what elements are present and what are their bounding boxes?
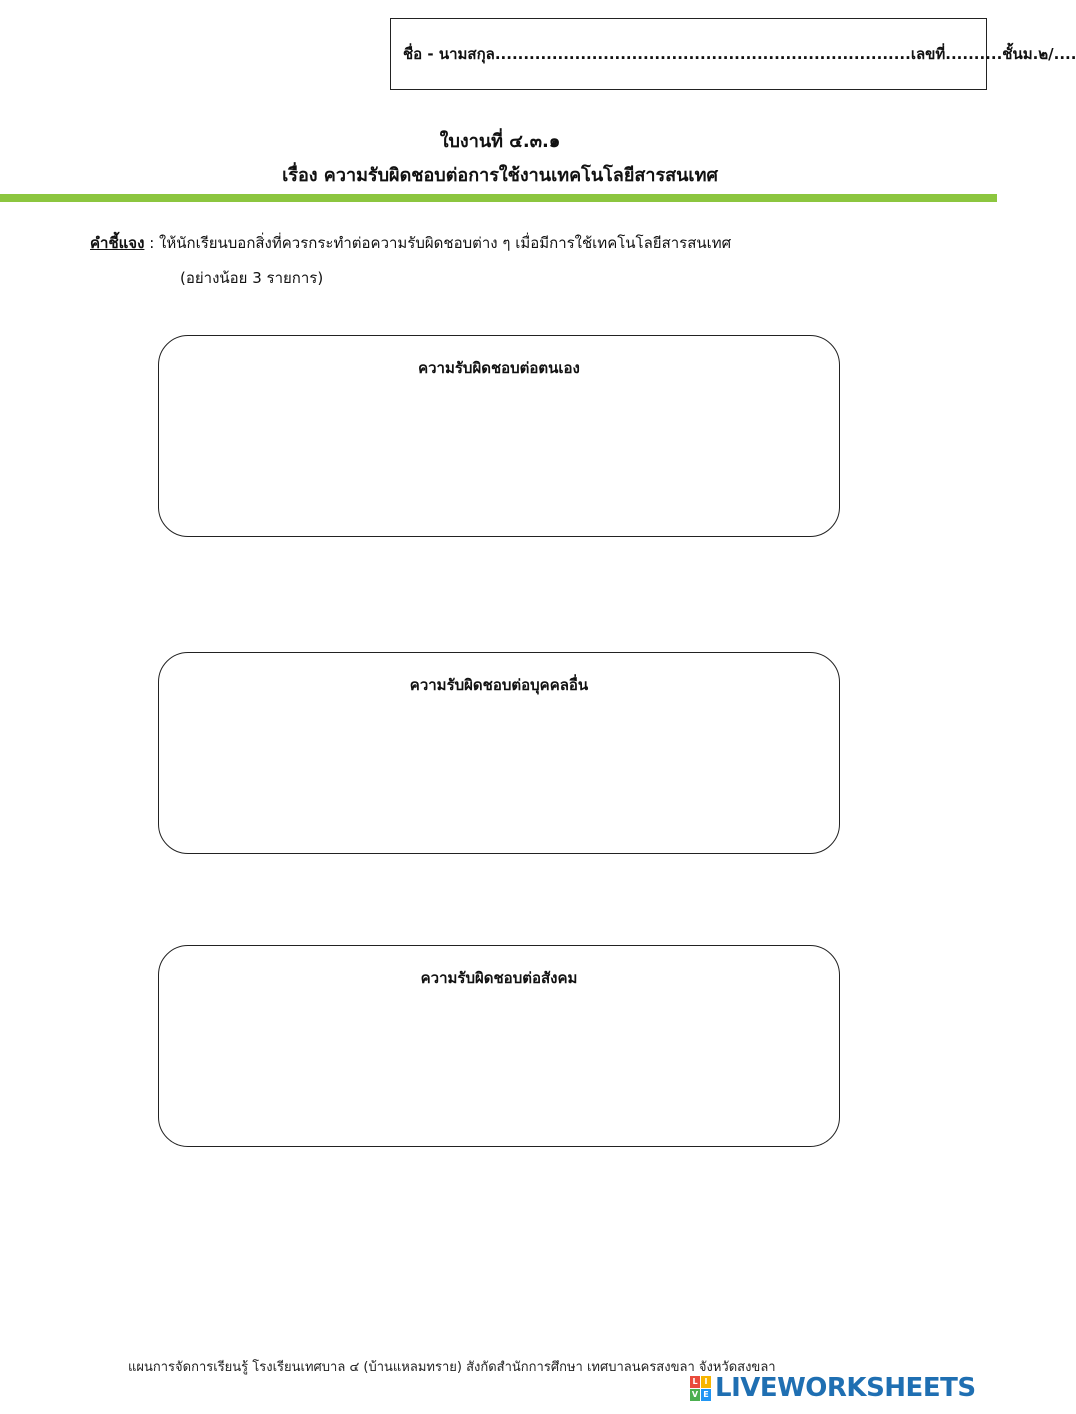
logo-letter: L bbox=[690, 1376, 700, 1388]
instructions bbox=[90, 231, 731, 255]
instructions-colon: : bbox=[144, 234, 160, 252]
answer-box-title: ความรับผิดชอบต่อสังคม bbox=[420, 969, 578, 987]
instructions-label: คำชี้แจง bbox=[90, 234, 145, 252]
instructions-note: (อย่างน้อย 3 รายการ) bbox=[180, 269, 324, 287]
divider-bar bbox=[0, 194, 997, 202]
name-field-box[interactable] bbox=[390, 18, 1076, 90]
answer-box-title: ความรับผิดชอบต่อตนเอง bbox=[418, 359, 580, 377]
logo-letter: I bbox=[701, 1376, 711, 1388]
liveworksheets-brand bbox=[690, 1373, 976, 1403]
answer-box-self[interactable] bbox=[158, 335, 840, 537]
name-line: ชื่อ - นามสกุล.........................................................................เลขที่..........ชั้นม.๒/.... bbox=[403, 45, 1076, 63]
logo-letter: V bbox=[691, 1389, 699, 1399]
worksheet-title: เรื่อง ความรับผิดชอบต่อการใช้งานเทคโนโลยีสารสนเทศ bbox=[282, 165, 718, 186]
worksheet-number: ใบงานที่ ๔.๓.๑ bbox=[439, 131, 561, 152]
answer-box-others[interactable] bbox=[158, 652, 840, 854]
answer-box-title: ความรับผิดชอบต่อบุคคลอื่น bbox=[409, 676, 589, 694]
answer-box-society[interactable] bbox=[158, 945, 840, 1147]
footer-text: แผนการจัดการเรียนรู้ โรงเรียนเทศบาล ๔ (บ้านแหลมทราย) สังกัดสำนักการศึกษา เทศบาลนครสงขลา จังหวัดสงขลา bbox=[128, 1360, 776, 1375]
logo-letter: E bbox=[701, 1389, 711, 1401]
liveworksheets-logo-icon bbox=[690, 1376, 711, 1401]
instructions-text: ให้นักเรียนบอกสิ่งที่ควรกระทำต่อความรับผิดชอบต่าง ๆ เมื่อมีการใช้เทคโนโลยีสารสนเทศ bbox=[159, 234, 732, 252]
brand-text: LIVEWORKSHEETS bbox=[715, 1373, 976, 1403]
